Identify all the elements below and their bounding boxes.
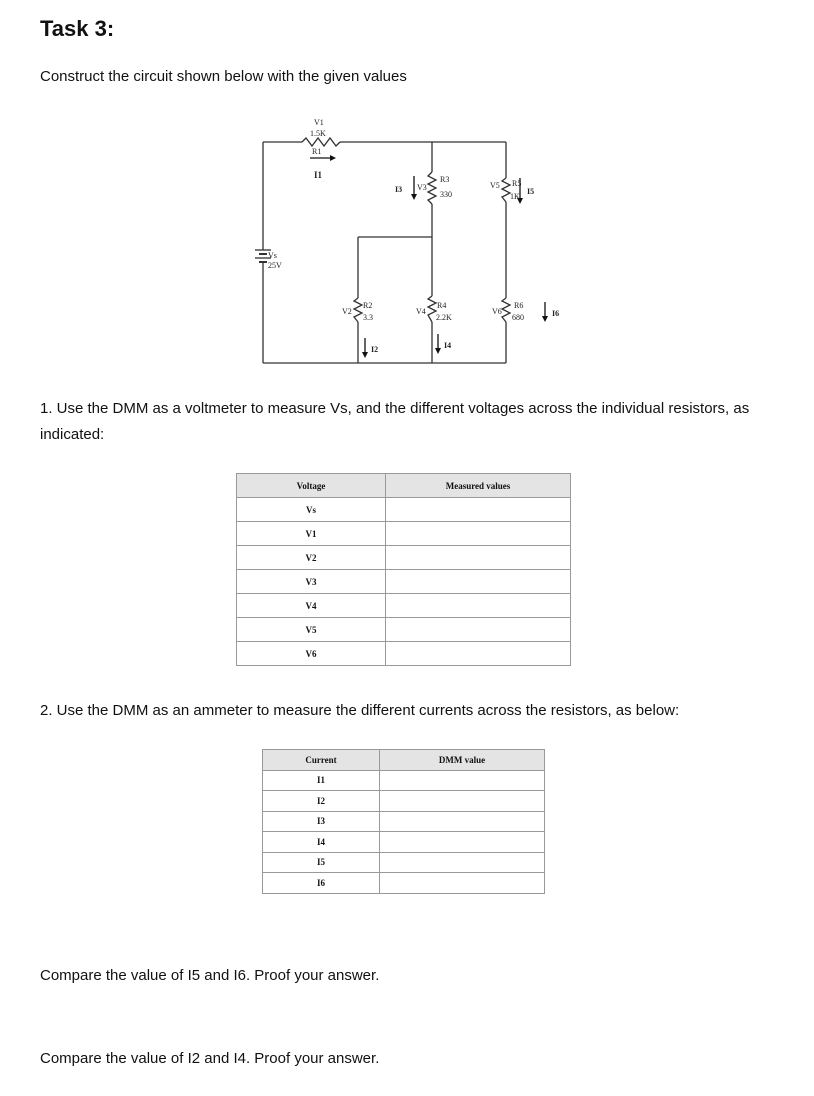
current-cell: I1 [263, 770, 380, 791]
r4-zigzag [428, 296, 436, 322]
v1-label: V1 [314, 118, 324, 127]
dmm-value-cell[interactable] [380, 852, 545, 873]
v5-label: V5 [490, 181, 500, 190]
source-value: 25V [268, 261, 282, 270]
r1-value: 1.5K [310, 129, 326, 138]
current-table [262, 749, 545, 894]
r2-zigzag [354, 298, 362, 322]
compare-question-1: Compare the value of I5 and I6. Proof your answer. [40, 967, 380, 984]
measured-cell[interactable] [386, 570, 571, 594]
v4-label: V4 [416, 307, 426, 316]
r2-name: R2 [363, 301, 373, 310]
voltage-cell: V2 [237, 546, 386, 570]
voltage-cell: Vs [237, 498, 386, 522]
r5-name: R5 [512, 179, 522, 188]
i5-label: I5 [527, 187, 535, 196]
dmm-value-cell[interactable] [380, 832, 545, 853]
current-header: Current [263, 750, 380, 771]
current-cell: I4 [263, 832, 380, 853]
voltage-cell: V6 [237, 642, 386, 666]
measured-cell[interactable] [386, 498, 571, 522]
source-label: Vs [268, 251, 277, 260]
r5-value: 1K [510, 192, 520, 201]
voltage-cell: V4 [237, 594, 386, 618]
dmm-value-cell[interactable] [380, 811, 545, 832]
intro-text: Construct the circuit shown below with the given values [40, 68, 407, 85]
compare-question-2: Compare the value of I2 and I4. Proof your answer. [40, 1050, 380, 1067]
r6-name: R6 [514, 301, 524, 310]
voltage-header: Voltage [237, 474, 386, 498]
r5-zigzag [502, 178, 510, 202]
circuit-diagram [250, 110, 610, 380]
i4-label: I4 [444, 341, 452, 350]
measured-cell[interactable] [386, 546, 571, 570]
measured-cell[interactable] [386, 522, 571, 546]
question-2: 2. Use the DMM as an ammeter to measure the different currents across the resistors, as below: [40, 702, 680, 719]
i2-label: I2 [371, 345, 379, 354]
current-cell: I5 [263, 852, 380, 873]
measured-cell[interactable] [386, 642, 571, 666]
v2-label: V2 [342, 307, 352, 316]
i1-label: I1 [314, 170, 323, 180]
measured-cell[interactable] [386, 618, 571, 642]
r4-value: 2.2K [436, 313, 452, 322]
current-cell: I3 [263, 811, 380, 832]
dmm-value-header: DMM value [380, 750, 545, 771]
dmm-value-cell[interactable] [380, 873, 545, 894]
v6-label: V6 [492, 307, 502, 316]
v3-label: V3 [417, 183, 427, 192]
voltage-cell: V1 [237, 522, 386, 546]
question-1: 1. Use the DMM as a voltmeter to measure Vs, and the different voltages across the individual resistors, as indicated: [40, 400, 750, 443]
measured-cell[interactable] [386, 594, 571, 618]
voltage-table [236, 473, 571, 666]
voltage-cell: V5 [237, 618, 386, 642]
i6-label: I6 [552, 309, 560, 318]
r3-value: 330 [440, 190, 452, 199]
voltage-cell: V3 [237, 570, 386, 594]
r3-name: R3 [440, 175, 450, 184]
dmm-value-cell[interactable] [380, 791, 545, 812]
r1-zigzag [302, 138, 340, 146]
r6-zigzag [502, 298, 510, 322]
measured-header: Measured values [386, 474, 571, 498]
r3-zigzag [428, 172, 436, 204]
r6-value: 680 [512, 313, 524, 322]
current-cell: I2 [263, 791, 380, 812]
i3-label: I3 [395, 185, 403, 194]
r4-name: R4 [437, 301, 447, 310]
dmm-value-cell[interactable] [380, 770, 545, 791]
r2-value: 3.3 [363, 313, 373, 322]
task-title: Task 3: [40, 16, 115, 41]
r1-name: R1 [312, 147, 322, 156]
current-cell: I6 [263, 873, 380, 894]
